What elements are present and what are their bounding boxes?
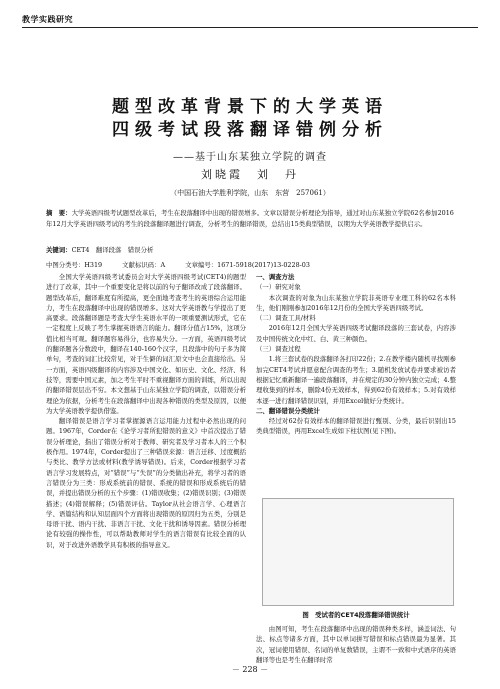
- article-title-line-2: 四级考试段落翻译错例分析: [112, 120, 388, 140]
- subheading-subjects: （一）研究对象: [256, 283, 301, 292]
- results-paragraph: 由图可知，考生在段落翻译中出现的错误种类多样，涵盖词法、句法、标点等诸多方面，其中以单词拼写错误和标点错误最为显著。其次，冠词使用错误、名词的单复数错误，主谓不一致和中式语序的英语翻译等也是考生在翻译时常: [256, 625, 456, 664]
- abstract-label: 摘 要：: [46, 209, 72, 217]
- keywords-label: 关键词：: [46, 246, 72, 254]
- right-column: [256, 272, 456, 437]
- journal-section-header: 教学实践研究: [22, 15, 73, 24]
- abstract-text: 大学英语四级考试题型改革后，考生在段落翻译中出现的错误增多。文章以错误分析理论为指导，通过对山东某独立学院62名参加2016年12月大学英语四级考试的考生的段落翻译题进行调查，分析考生的翻译错误，总结出15类典型错误，以期为大学英语教学提供启示。: [46, 209, 454, 229]
- error-statistics-figure: [262, 498, 454, 606]
- clc-number: 中图分类号：H319: [46, 261, 103, 269]
- article-title-line-1: 题型改革背景下的大学英语: [112, 97, 388, 117]
- subheading-procedure: （三）调查过程: [256, 345, 301, 354]
- materials-paragraph: 2016年12月全国大学英语四级考试翻译段落的三套试卷，内容涉及中国传统文化中红、白、黄三种颜色。: [256, 324, 456, 343]
- results-text: [256, 624, 456, 665]
- keywords-text: CET4 翻译段落 错误分析: [71, 246, 154, 254]
- page-number: － 228 －: [231, 665, 269, 674]
- keywords: [46, 245, 456, 254]
- statistics-paragraph: 经过对62份有效样本的翻译错误进行甄别、分类，最后识别出15类典型错误，再用Excel生成如下柱状图(见下图)。: [256, 417, 456, 436]
- article-subtitle: ——基于山东某独立学院的调查: [173, 152, 327, 163]
- abstract: [46, 208, 456, 230]
- document-code: 文献标识码：A: [122, 261, 166, 269]
- left-column: [46, 272, 246, 550]
- header-rule: [22, 27, 478, 28]
- section-heading-statistics: 二、翻译错误分类统计: [256, 406, 320, 415]
- authors: 刘晓霞 刘 丹: [201, 168, 299, 181]
- theory-paragraph: 翻译错误是语言学习者掌握源语言运用能力过程中必然出现的问题。1967年，Corder在《论学习者所犯错误的意义》中首次提出了错误分析理论，指出了错误分析对于教师、研究者及学习者本人的三个积极作用。1974年，Corder提出了三种错误来源：语言迁移、过度概括与类比、教学方法或材料(教学诱导错误)。后来，Corder根据学习者语言学习发展特点，对“错误”与“失误”的分类做出补充，将学习者的语言错误分为三类：形成系统前的错误、系统的错误和形成系统后的错误，并提出错误分析的五个步骤：(1)错误收集；(2)错误识别；(3)错误描述；(4)错误解释；(5)错误评估。Taylor从社会语言学、心理语言学、语篇结构和认知层面四个方面将出现错误的原因归为五类，分别是母语干扰、语内干扰、非语言干扰、文化干扰和诱导因素。错误分析理论有较强的操作性，可以帮助教师对学生的语言错误有比较全面的认识，对于改进外语教学具有积极的指导意义。: [46, 417, 246, 549]
- affiliation: （中国石油大学胜利学院，山东 东营 257061）: [170, 189, 330, 197]
- subjects-paragraph: 本次调查的对象为山东某独立学院非英语专业理工科的62名本科生，他们刚刚参加2016年12月份的全国大学英语四级考试。: [256, 293, 456, 312]
- article-number: 文章编号：1671-5918(2017)13-0228-03: [185, 261, 310, 269]
- section-heading-method: 一、调查方法: [256, 273, 295, 281]
- procedure-paragraph: 1.将三套试卷的段落翻译各打印22份；2.在教学楼内随机寻找刚参加完CET4考试并愿意配合调查的考生；3.随机发放试卷并要求被访者根据记忆重新翻译一遍段落翻译，并在规定的30分钟内独立完成；4.整理收集到的样本，删除4份无效样本，得到62份有效样本；5.对有效样本逐一进行翻译错误识别，并用Excel做好分类统计。: [256, 355, 456, 405]
- subheading-materials: （二）调查工具/材料: [256, 314, 316, 323]
- intro-paragraph: 全国大学英语四级考试委员会对大学英语四级考试(CET4)的题型进行了改革，其中一个重要变化是将以前的句子翻译改成了段落翻译。题型改革后，翻译难度有所提高，更全面地考查考生的英语综合运用能力，考生在段落翻译中出现的错误增多。这对大学英语教与学提出了更高要求。段落翻译题是考查大学生英语水平的一项重要测试形式，它在一定程度上反映了考生掌握英语语言的能力。翻译分值占15%，这项分值比相当可观。翻译题容易得分，也容易失分。一方面，英语四级考试的翻译题各分数段中，翻译在140-160个汉字，且段落中的句子多为简单句，考查的词汇比较常见，对于生僻的词汇原文中也会直接给出。另一方面，英语四级翻译的内容涉及中国文化、如历史、文化、经济、科技等，需要中国元素，加之考生平时不重视翻译方面的训练，所以出现的翻译错误层出不穷。本文想基于山东某独立学院的调查，以错误分析理论为依据，分析考生在段落翻译中出现各种错误的类型及原因，以便为大学英语教学提供借鉴。: [46, 273, 246, 415]
- classification-line: [46, 260, 456, 269]
- figure-caption: 图 受试者的CET4段落翻译错误统计: [302, 611, 410, 619]
